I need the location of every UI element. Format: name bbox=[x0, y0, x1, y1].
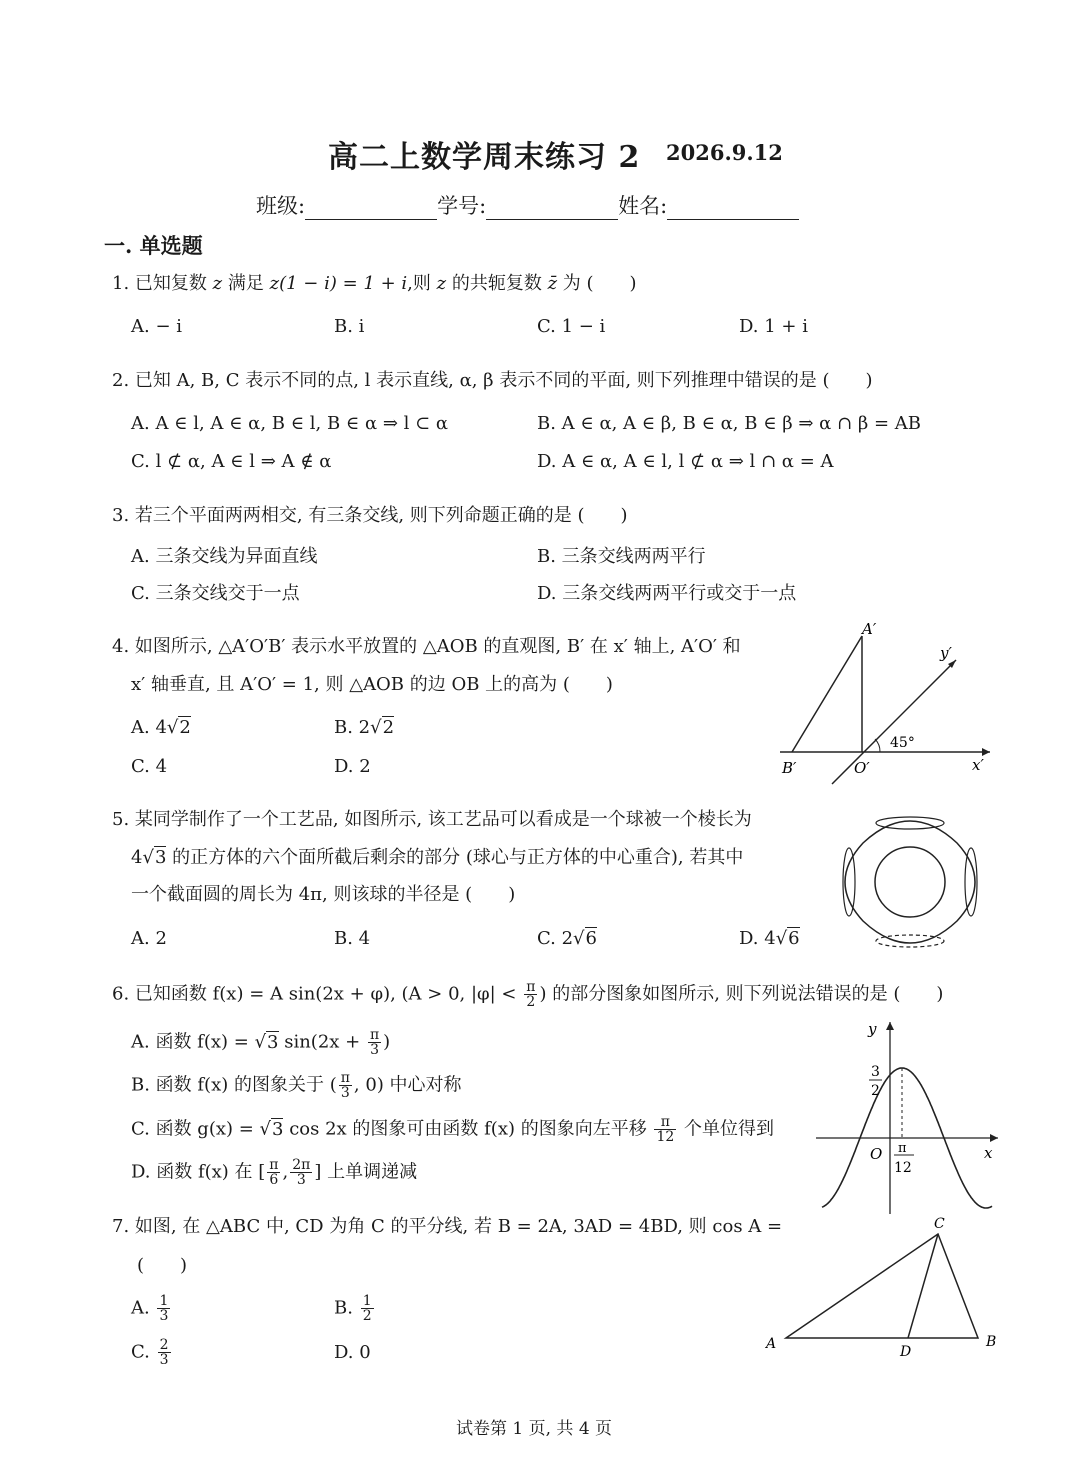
q4-a-radicand: 2 bbox=[179, 717, 191, 738]
q1-text-end: 为 ( ) bbox=[562, 273, 637, 294]
q6-stem-cond: (A > 0, |φ| < bbox=[401, 983, 523, 1005]
q4-option-d[interactable]: D. 2 bbox=[334, 756, 371, 777]
q6-c-post: 个单位得到 bbox=[678, 1118, 774, 1140]
q6-a-den: 3 bbox=[370, 1042, 380, 1058]
q7-c-label: C. bbox=[131, 1341, 150, 1363]
y-axis-arrow bbox=[886, 1022, 894, 1030]
label-d: D bbox=[900, 1344, 912, 1360]
q6-a-frac bbox=[368, 1028, 381, 1057]
question-1 bbox=[112, 273, 637, 295]
q6-b-num: π bbox=[340, 1070, 350, 1086]
class-label: 班级: bbox=[256, 194, 306, 218]
xtick-den: 12 bbox=[894, 1160, 912, 1176]
q7-option-b[interactable] bbox=[334, 1294, 376, 1323]
label-x-prime: x′ bbox=[972, 756, 984, 774]
q1-option-c[interactable]: C. 1 − i bbox=[537, 316, 606, 337]
q6-stem-pre: 6. 已知函数 f(x) = A sin(2x + φ), bbox=[112, 983, 402, 1005]
front-cut-circle bbox=[875, 847, 945, 917]
student-info-row bbox=[256, 190, 799, 220]
label-y: y bbox=[868, 1020, 877, 1038]
q6-stem-frac-den: 2 bbox=[526, 994, 536, 1010]
q6-option-c[interactable]: C. 函数 g(x) = √3 cos 2x 的图象可由函数 f(x) 的图象向左平移 $\frac{\pi}{12}$ 个单位得到 bbox=[131, 1114, 774, 1145]
q4-b-radicand: 2 bbox=[382, 717, 395, 738]
q4-option-b[interactable]: B. 2√2 bbox=[334, 717, 395, 738]
label-a-prime: A′ bbox=[862, 620, 877, 638]
q5-edge-radicand: 3 bbox=[154, 847, 167, 868]
q2-option-a[interactable]: A. A ∈ l, A ∈ α, B ∈ l, B ∈ α ⇒ l ⊂ α bbox=[131, 413, 449, 434]
top-cut-circle bbox=[876, 817, 944, 829]
q7-c-den: 3 bbox=[159, 1352, 169, 1368]
question-7-line-1: 7. 如图, 在 △ABC 中, CD 为角 C 的平分线, 若 B = 2A, 3AD = 4BD, 则 cos A = bbox=[112, 1216, 783, 1237]
q6-option-a[interactable]: A. 函数 f(x) = √3 sin(2x + $\frac{\pi}{3}$ ) bbox=[131, 1027, 391, 1058]
q6-c-num: π bbox=[654, 1115, 676, 1130]
ytick-den: 2 bbox=[871, 1083, 880, 1099]
q6-figure-sine-graph bbox=[812, 1018, 1002, 1218]
y-axis-line bbox=[832, 660, 956, 784]
q1-text-pre: 已知复数 bbox=[134, 273, 207, 294]
label-c: C bbox=[934, 1216, 945, 1232]
q6-d-num1: π bbox=[269, 1157, 279, 1173]
q7-option-d[interactable]: D. 0 bbox=[334, 1342, 371, 1363]
q5-figure-truncated-sphere bbox=[835, 807, 985, 957]
q7-b-den: 2 bbox=[362, 1308, 372, 1324]
ytick-num: 3 bbox=[871, 1064, 880, 1080]
class-blank[interactable] bbox=[305, 197, 437, 220]
q1-option-a[interactable]: A. − i bbox=[131, 316, 183, 337]
q7-figure-triangle bbox=[762, 1212, 1002, 1362]
q3-option-a[interactable]: A. 三条交线为异面直线 bbox=[131, 546, 318, 567]
question-5-line-2: 4√3 的正方体的六个面所截后剩余的部分 (球心与正方体的中心重合), 若其中 bbox=[131, 847, 744, 868]
question-2: 2. 已知 A, B, C 表示不同的点, l 表示直线, α, β 表示不同的平面, 则下列推理中错误的是 ( ) bbox=[112, 370, 873, 391]
q5-option-d[interactable]: D. 4√6 bbox=[739, 928, 800, 949]
xtick-num: π bbox=[898, 1141, 907, 1156]
q3-option-b[interactable]: B. 三条交线两两平行 bbox=[537, 546, 706, 567]
q5-line-2-text: 的正方体的六个面所截后剩余的部分 (球心与正方体的中心重合), 若其中 bbox=[166, 847, 744, 868]
q7-option-c[interactable] bbox=[131, 1338, 173, 1367]
q6-stem-frac-num: π bbox=[526, 979, 536, 995]
page-footer: 试卷第 1 页, 共 4 页 bbox=[456, 1419, 613, 1439]
q6-d-den2: 3 bbox=[296, 1172, 306, 1188]
q1-equation: z(1 − i) = 1 + i bbox=[269, 273, 408, 294]
q6-a-num: π bbox=[369, 1027, 380, 1043]
name-blank[interactable] bbox=[667, 197, 799, 220]
q6-b-den: 3 bbox=[340, 1085, 350, 1101]
label-o-prime: O′ bbox=[854, 759, 870, 777]
q7-b-label: B. bbox=[334, 1297, 353, 1319]
q7-option-a[interactable] bbox=[131, 1294, 172, 1323]
q6-d-sep: , bbox=[282, 1161, 289, 1183]
q6-option-d[interactable] bbox=[131, 1158, 417, 1187]
q3-option-c[interactable]: C. 三条交线交于一点 bbox=[131, 583, 300, 604]
segment-cd bbox=[908, 1234, 938, 1338]
number-label: 学号: bbox=[437, 194, 487, 218]
section-title: 一. 单选题 bbox=[104, 233, 203, 258]
q5-c-radicand: 6 bbox=[585, 928, 597, 949]
q6-d-num2: 2π bbox=[292, 1157, 311, 1173]
q6-option-b[interactable] bbox=[131, 1071, 462, 1100]
x-axis-arrow bbox=[990, 1134, 998, 1142]
q5-option-b[interactable]: B. 4 bbox=[334, 928, 371, 949]
q6-b-frac bbox=[339, 1071, 352, 1100]
q5-d-text: D. 4 bbox=[739, 928, 776, 949]
q6-a-mid: sin(2x + bbox=[278, 1031, 366, 1053]
question-3: 3. 若三个平面两两相交, 有三条交线, 则下列命题正确的是 ( ) bbox=[112, 505, 628, 526]
triangle-abc bbox=[786, 1234, 978, 1338]
q7-a-label: A. bbox=[131, 1297, 150, 1319]
question-7-line-2: ( ) bbox=[137, 1255, 188, 1276]
q6-d-den1: 6 bbox=[269, 1172, 279, 1188]
number-blank[interactable] bbox=[486, 197, 618, 220]
x-axis-arrow bbox=[982, 748, 990, 756]
question-5-line-3: 一个截面圆的周长为 4π, 则该球的半径是 ( ) bbox=[131, 884, 516, 905]
q6-c-mid: cos 2x 的图象可由函数 f(x) 的图象向左平移 bbox=[283, 1118, 653, 1140]
q7-a-den: 3 bbox=[159, 1308, 169, 1324]
label-y-prime: y′ bbox=[940, 644, 952, 662]
q2-option-c[interactable]: C. l ⊄ α, A ∈ l ⇒ A ∉ α bbox=[131, 451, 332, 472]
q1-text-post1: ,则 bbox=[407, 273, 431, 294]
q6-d-frac-2 bbox=[290, 1158, 312, 1187]
q4-b-text: B. 2 bbox=[334, 717, 371, 738]
q7-c-frac bbox=[158, 1338, 171, 1367]
sphere-outline bbox=[845, 821, 975, 943]
q6-stem-frac bbox=[524, 980, 537, 1009]
q7-c-num: 2 bbox=[159, 1337, 169, 1353]
question-4-line-1: 4. 如图所示, △A′O′B′ 表示水平放置的 △AOB 的直观图, B′ 在 x′ 轴上, A′O′ 和 bbox=[112, 636, 741, 657]
q1-option-b[interactable]: B. i bbox=[334, 316, 365, 337]
q5-option-c[interactable]: C. 2√6 bbox=[537, 928, 597, 949]
q4-figure bbox=[770, 620, 1000, 790]
q1-text-post2: 的共轭复数 bbox=[451, 273, 542, 294]
q6-stem-post: 的部分图象如图所示, 则下列说法错误的是 ( ) bbox=[546, 983, 944, 1005]
q4-option-a[interactable]: A. 4√2 bbox=[131, 717, 191, 738]
q6-c-frac bbox=[654, 1115, 676, 1144]
q6-c-pre: C. 函数 g(x) = bbox=[131, 1118, 260, 1140]
q6-c-radicand: 3 bbox=[272, 1118, 284, 1140]
angle-label: 45° bbox=[890, 735, 915, 751]
q6-a-pre: A. 函数 f(x) = bbox=[131, 1031, 255, 1053]
q1-z2: z bbox=[436, 273, 447, 294]
q7-b-num: 1 bbox=[362, 1293, 372, 1309]
label-x: x bbox=[984, 1144, 993, 1162]
q1-z: z bbox=[212, 273, 223, 294]
q6-d-frac-1 bbox=[267, 1158, 280, 1187]
q6-b-pre: B. 函数 f(x) 的图象关于 ( bbox=[131, 1074, 337, 1096]
q5-option-a[interactable]: A. 2 bbox=[131, 928, 167, 949]
q1-number: 1. bbox=[112, 273, 130, 294]
q7-b-frac bbox=[361, 1294, 374, 1323]
q7-a-num: 1 bbox=[159, 1293, 169, 1309]
q6-b-post: , 0) 中心对称 bbox=[353, 1074, 462, 1096]
q6-a-post: ) bbox=[383, 1031, 391, 1053]
q4-a-text: A. 4 bbox=[131, 717, 167, 738]
q5-d-radicand: 6 bbox=[788, 928, 800, 949]
page-title: 高二上数学周末练习 2 bbox=[328, 140, 641, 175]
question-4-line-2: x′ 轴垂直, 且 A′O′ = 1, 则 △AOB 的边 OB 上的高为 ( ) bbox=[131, 674, 613, 695]
exam-date: 2026.9.12 bbox=[666, 140, 783, 165]
q1-option-d[interactable]: D. 1 + i bbox=[739, 316, 808, 337]
label-b-prime: B′ bbox=[782, 759, 797, 777]
q2-option-b[interactable]: B. A ∈ α, A ∈ β, B ∈ α, B ∈ β ⇒ α ∩ β = AB bbox=[537, 413, 922, 434]
q7-a-frac bbox=[157, 1294, 170, 1323]
ab-segment bbox=[792, 636, 862, 752]
name-label: 姓名: bbox=[618, 194, 668, 218]
q5-edge-coef: 4 bbox=[131, 847, 143, 868]
q2-option-d[interactable]: D. A ∈ α, A ∈ l, l ⊄ α ⇒ l ∩ α = A bbox=[537, 451, 834, 472]
q4-option-c[interactable]: C. 4 bbox=[131, 756, 168, 777]
question-6 bbox=[112, 980, 943, 1009]
q5-c-text: C. 2 bbox=[537, 928, 574, 949]
q1-zbar: z̄ bbox=[547, 273, 558, 294]
q6-a-radicand: 3 bbox=[267, 1031, 279, 1053]
q6-d-post: ] 上单调递减 bbox=[314, 1161, 418, 1183]
q3-option-d[interactable]: D. 三条交线两两平行或交于一点 bbox=[537, 583, 797, 604]
question-5-line-1: 5. 某同学制作了一个工艺品, 如图所示, 该工艺品可以看成是一个球被一个棱长为 bbox=[112, 809, 752, 830]
q6-c-den: 12 bbox=[656, 1129, 675, 1145]
q6-stem-close: ) bbox=[539, 983, 547, 1005]
q6-d-pre: D. 函数 f(x) 在 [ bbox=[131, 1161, 266, 1183]
label-origin: O bbox=[870, 1145, 883, 1163]
label-b: B bbox=[986, 1334, 997, 1350]
label-a: A bbox=[766, 1336, 777, 1352]
q1-text-mid: 满足 bbox=[227, 273, 264, 294]
